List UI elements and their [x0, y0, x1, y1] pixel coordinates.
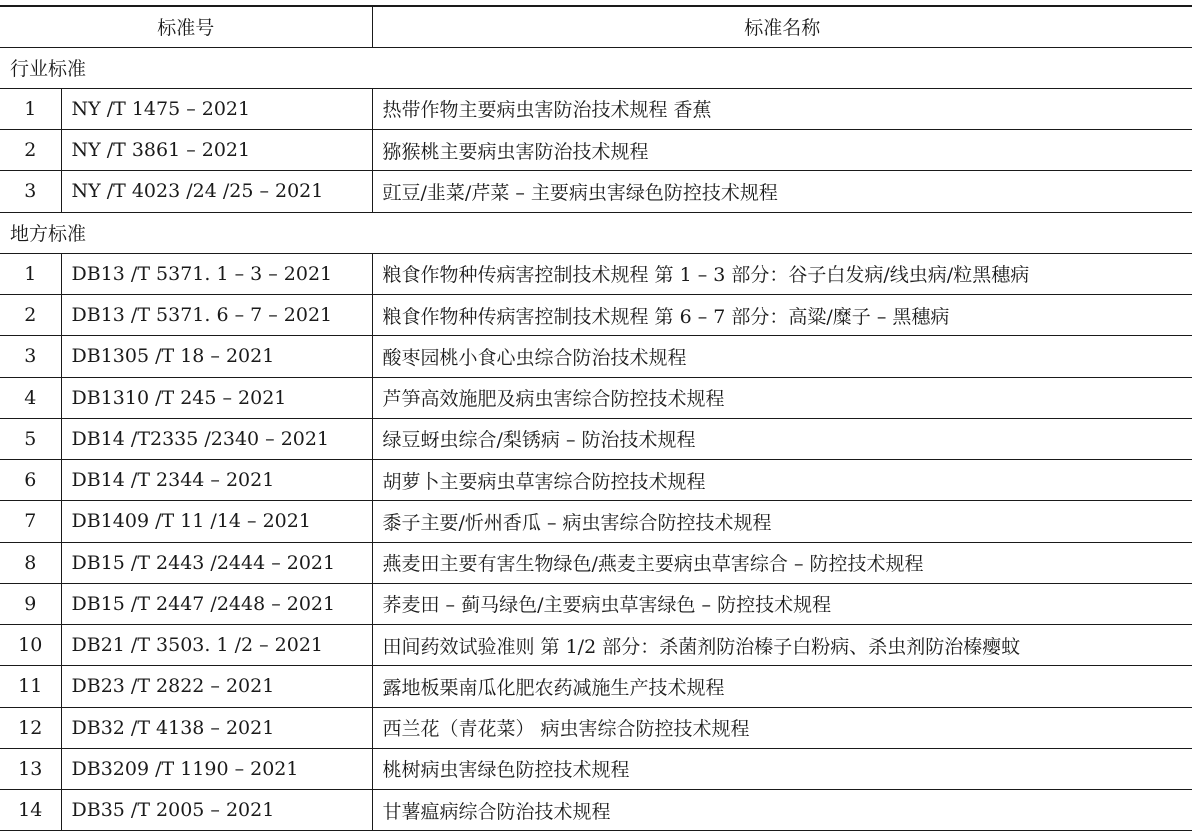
standard-code: DB35 /T 2005 – 2021 — [61, 790, 372, 831]
table-row — [0, 418, 1192, 459]
table-row — [0, 790, 1192, 831]
standard-name: 胡萝卜主要病虫草害综合防控技术规程 — [372, 460, 1192, 501]
standard-name: 西兰花（青花菜） 病虫害综合防控技术规程 — [372, 707, 1192, 748]
table-row — [0, 583, 1192, 624]
row-number: 1 — [0, 88, 61, 129]
row-number: 5 — [0, 418, 61, 459]
table-row — [0, 625, 1192, 666]
row-number: 8 — [0, 542, 61, 583]
standard-code: DB32 /T 4138 – 2021 — [61, 707, 372, 748]
standard-name: 燕麦田主要有害生物绿色/燕麦主要病虫草害综合 – 防控技术规程 — [372, 542, 1192, 583]
standard-name: 黍子主要/忻州香瓜 – 病虫害综合防控技术规程 — [372, 501, 1192, 542]
standard-code: DB21 /T 3503. 1 /2 – 2021 — [61, 625, 372, 666]
table-row — [0, 748, 1192, 789]
standard-name: 豇豆/韭菜/芹菜 – 主要病虫害绿色防控技术规程 — [372, 171, 1192, 212]
standard-name: 酸枣园桃小食心虫综合防治技术规程 — [372, 336, 1192, 377]
row-number: 14 — [0, 790, 61, 831]
standard-name: 粮食作物种传病害控制技术规程 第 1 – 3 部分：谷子白发病/线虫病/粒黑穗病 — [372, 253, 1192, 294]
row-number: 6 — [0, 460, 61, 501]
table-row — [0, 377, 1192, 418]
header-standard-code: 标准号 — [0, 6, 372, 47]
row-number: 4 — [0, 377, 61, 418]
section-title: 行业标准 — [0, 47, 1192, 88]
table-row — [0, 707, 1192, 748]
standard-code: DB3209 /T 1190 – 2021 — [61, 748, 372, 789]
row-number: 1 — [0, 253, 61, 294]
standard-name: 芦笋高效施肥及病虫害综合防控技术规程 — [372, 377, 1192, 418]
standard-code: NY /T 1475 – 2021 — [61, 88, 372, 129]
standard-name: 露地板栗南瓜化肥农药减施生产技术规程 — [372, 666, 1192, 707]
standards-table — [0, 5, 1192, 831]
section-row — [0, 47, 1192, 88]
standard-code: DB1310 /T 245 – 2021 — [61, 377, 372, 418]
standard-name: 粮食作物种传病害控制技术规程 第 6 – 7 部分：高粱/糜子 – 黑穗病 — [372, 295, 1192, 336]
table-row — [0, 171, 1192, 212]
row-number: 10 — [0, 625, 61, 666]
row-number: 7 — [0, 501, 61, 542]
table-row — [0, 88, 1192, 129]
standard-name: 甘薯瘟病综合防治技术规程 — [372, 790, 1192, 831]
header-standard-name: 标准名称 — [372, 6, 1192, 47]
standard-code: DB14 /T 2344 – 2021 — [61, 460, 372, 501]
table-row — [0, 542, 1192, 583]
standard-name: 绿豆蚜虫综合/梨锈病 – 防治技术规程 — [372, 418, 1192, 459]
standard-name: 桃树病虫害绿色防控技术规程 — [372, 748, 1192, 789]
standard-code: NY /T 4023 /24 /25 – 2021 — [61, 171, 372, 212]
standard-code: DB15 /T 2443 /2444 – 2021 — [61, 542, 372, 583]
standard-name: 田间药效试验准则 第 1/2 部分：杀菌剂防治榛子白粉病、杀虫剂防治榛瘿蚊 — [372, 625, 1192, 666]
standard-name: 荞麦田 – 蓟马绿色/主要病虫草害绿色 – 防控技术规程 — [372, 583, 1192, 624]
table-row — [0, 501, 1192, 542]
row-number: 9 — [0, 583, 61, 624]
standard-code: DB15 /T 2447 /2448 – 2021 — [61, 583, 372, 624]
row-number: 12 — [0, 707, 61, 748]
table-row — [0, 253, 1192, 294]
row-number: 2 — [0, 130, 61, 171]
standard-name: 猕猴桃主要病虫害防治技术规程 — [372, 130, 1192, 171]
standard-code: DB1305 /T 18 – 2021 — [61, 336, 372, 377]
row-number: 13 — [0, 748, 61, 789]
standard-code: NY /T 3861 – 2021 — [61, 130, 372, 171]
row-number: 11 — [0, 666, 61, 707]
table-header-row — [0, 6, 1192, 47]
standard-code: DB13 /T 5371. 1 – 3 – 2021 — [61, 253, 372, 294]
standard-code: DB13 /T 5371. 6 – 7 – 2021 — [61, 295, 372, 336]
standard-code: DB1409 /T 11 /14 – 2021 — [61, 501, 372, 542]
table-row — [0, 295, 1192, 336]
table-body — [0, 47, 1192, 831]
section-title: 地方标准 — [0, 212, 1192, 253]
section-row — [0, 212, 1192, 253]
standard-name: 热带作物主要病虫害防治技术规程 香蕉 — [372, 88, 1192, 129]
table-row — [0, 666, 1192, 707]
table-row — [0, 336, 1192, 377]
row-number: 2 — [0, 295, 61, 336]
table-row — [0, 130, 1192, 171]
standard-code: DB23 /T 2822 – 2021 — [61, 666, 372, 707]
row-number: 3 — [0, 171, 61, 212]
standard-code: DB14 /T2335 /2340 – 2021 — [61, 418, 372, 459]
row-number: 3 — [0, 336, 61, 377]
table-row — [0, 460, 1192, 501]
